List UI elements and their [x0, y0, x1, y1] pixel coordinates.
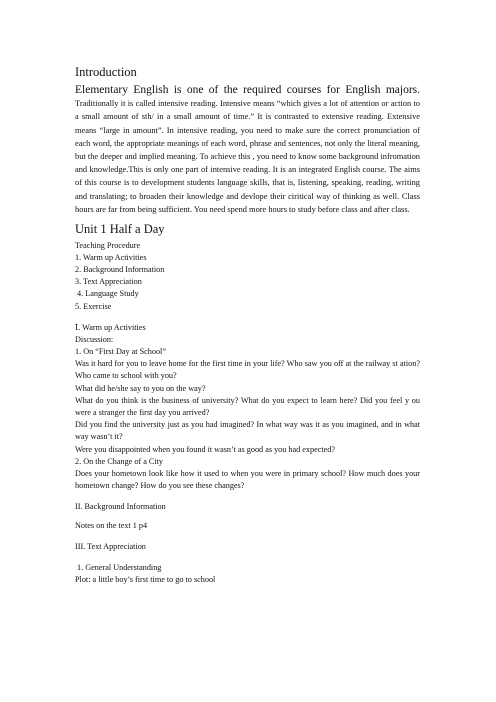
question-as-imagined: Did you find the university just as you had imagined? In what way was it as you imagined, and in what way wasn’t it?: [75, 420, 420, 442]
intro-body-text: Traditionally it is called intensive reading. Intensive means “which gives a lot of attention or action to a small amount of sth/ in a small amount of time.” It is contrasted to extensive reading. Extensive means “large in amount”. In intensive reading, you need to make sure the correct pronunciation of each word, the appropriate meanings of each word, phrase and sentences, not only the literal meaning, but the deeper and implied meaning. To achieve this , you need to know some background infromation and knowledge.This is only one part of intensive reading. It is an integrated English course. The aims of this course is to development students language skills, that is, listening, speaking, reading, writing and translating; to broaden their knowledge and devlope their ciritical way of thinking as well. Class hours are far from being sufficient. You need spend more hours to study before class and after class.: [75, 99, 420, 214]
background-notes: Notes on the text 1 p4: [75, 520, 148, 530]
question-business-of-university: What do you think is the business of university? What do you expect to learn here? Did you feel y ou were a stranger the first day you arrived?: [75, 395, 420, 418]
intro-paragraph: [75, 84, 420, 216]
warmup-heading: Ⅰ. Warm up Activities: [75, 322, 146, 332]
question-hometown: Does your hometown look like how it used to when you were in primary school? How much does your hometown change? How do you see these changes?: [75, 469, 420, 491]
topic-first-day: 1. On “First Day at School”: [75, 347, 166, 356]
procedure-item: 2. Background Information: [75, 265, 165, 275]
procedure-item: 5. Exercise: [75, 301, 112, 311]
procedure-item: 1. Warm up Activities: [75, 253, 147, 263]
document-page: [75, 64, 420, 586]
background-heading: II. Background Information: [75, 502, 166, 512]
intro-lead-sentence: Elementary English is one of the required courses for English majors.: [75, 84, 420, 96]
procedure-label: Teaching Procedure: [75, 241, 141, 251]
question-disappointed: Were you disappointed when you found it wasn’t as good as you had expected?: [75, 444, 335, 454]
discussion-label: Discussion:: [75, 334, 114, 344]
intro-heading: Introduction: [75, 65, 137, 79]
procedure-item: 4. Language Study: [75, 289, 139, 299]
teaching-procedure-list: [75, 240, 420, 313]
general-understanding-heading: 1. General Understanding: [75, 563, 162, 573]
question-leave-home: Was it hard for you to leave home for the first time in your life? Who saw you off at the railway st ation? Who came to school with you?: [75, 359, 420, 381]
procedure-item: 3. Text Appreciation: [75, 277, 142, 287]
topic-change-of-city: 2. On the Change of a City: [75, 456, 163, 466]
unit-title: Unit 1 Half a Day: [75, 222, 165, 237]
plot-line: Plot: a little boy’s first time to go to school: [75, 575, 216, 585]
appreciation-heading: III. Text Appreciation: [75, 541, 146, 551]
question-on-the-way: What did he/she say to you on the way?: [75, 383, 206, 393]
